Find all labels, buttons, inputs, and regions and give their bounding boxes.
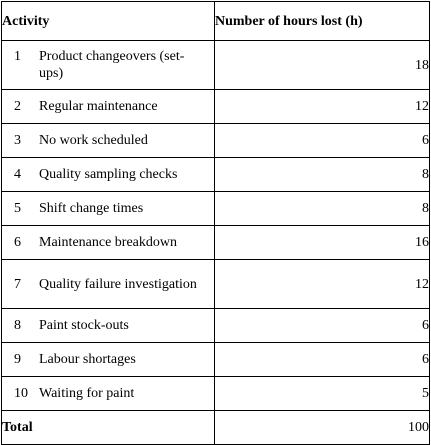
total-hours-value: 100: [215, 411, 430, 445]
table-row: [2, 124, 430, 158]
activity-column-header: Activity: [2, 2, 215, 41]
row-number: 7: [14, 276, 21, 292]
hours-value: 6: [215, 309, 430, 343]
total-label: Total: [2, 411, 215, 445]
activity-label: Maintenance breakdown: [39, 235, 177, 250]
hours-value: 16: [215, 226, 430, 260]
activity-label: Product changeovers (set-ups): [39, 49, 185, 81]
activity-label: Shift change times: [39, 201, 144, 216]
row-number: 3: [14, 133, 21, 148]
activity-cell: [2, 343, 215, 377]
activity-cell: [2, 226, 215, 260]
hours-value: 12: [215, 260, 430, 309]
table-row: [2, 226, 430, 260]
activity-cell: [2, 124, 215, 158]
hours-value: 18: [215, 41, 430, 90]
activity-label: Labour shortages: [39, 352, 136, 367]
activity-label: No work scheduled: [39, 133, 148, 148]
activity-label: Quality failure investigation: [39, 276, 197, 292]
activity-label: Waiting for paint: [39, 386, 135, 401]
table-row: [2, 377, 430, 411]
hours-lost-table: [1, 1, 430, 445]
row-number: 8: [14, 318, 21, 333]
activity-cell: [2, 192, 215, 226]
hours-value: 8: [215, 158, 430, 192]
hours-value: 6: [215, 343, 430, 377]
activity-cell: [2, 260, 215, 309]
table-row: [2, 260, 430, 309]
table-row: [2, 309, 430, 343]
row-number: 1: [14, 49, 21, 64]
row-number: 6: [14, 235, 21, 250]
activity-cell: [2, 158, 215, 192]
total-row: [2, 411, 430, 445]
hours-column-header: Number of hours lost (h): [215, 2, 430, 41]
table-row: [2, 90, 430, 124]
table-header-row: [2, 2, 430, 41]
activity-label: Paint stock-outs: [39, 318, 129, 333]
activity-cell: [2, 90, 215, 124]
row-number: 10: [14, 386, 28, 401]
activity-label: Quality sampling checks: [39, 167, 178, 182]
activity-label: Regular maintenance: [39, 99, 158, 114]
activity-cell: [2, 41, 215, 90]
row-number: 4: [14, 167, 21, 182]
hours-value: 8: [215, 192, 430, 226]
activity-cell: [2, 309, 215, 343]
table-row: [2, 192, 430, 226]
hours-value: 12: [215, 90, 430, 124]
table-row: [2, 158, 430, 192]
hours-value: 6: [215, 124, 430, 158]
activity-cell: [2, 377, 215, 411]
row-number: 9: [14, 352, 21, 367]
table-row: [2, 41, 430, 90]
table-row: [2, 343, 430, 377]
hours-value: 5: [215, 377, 430, 411]
row-number: 2: [14, 99, 21, 114]
row-number: 5: [14, 201, 21, 216]
